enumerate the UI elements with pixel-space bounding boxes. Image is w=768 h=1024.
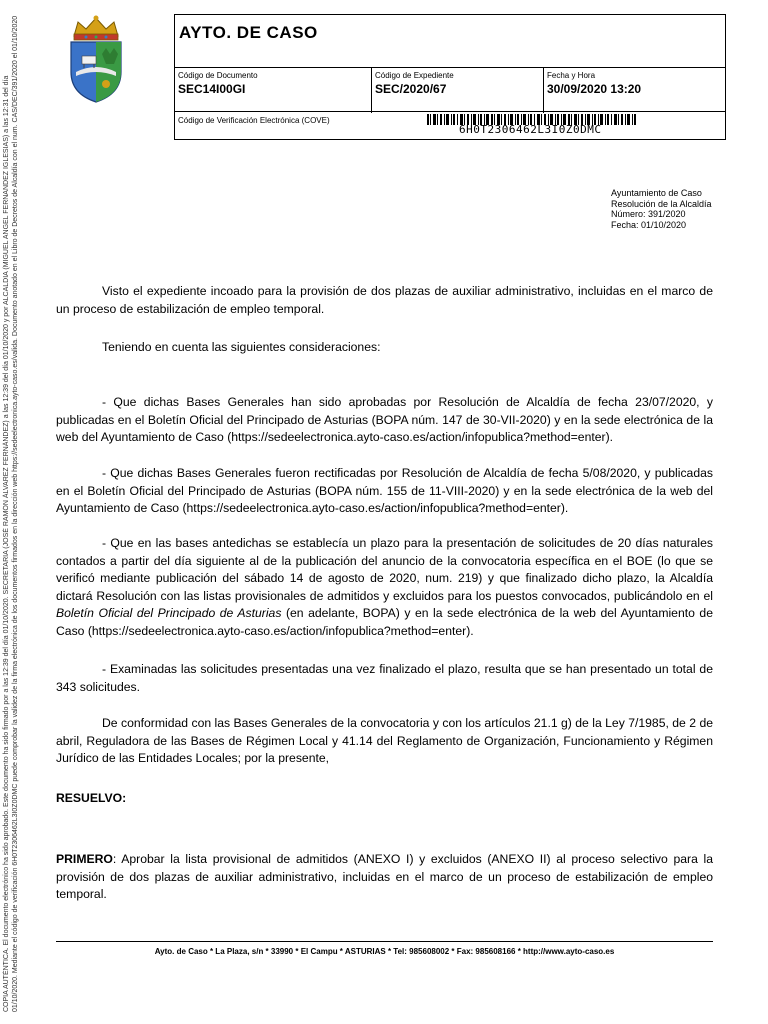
paragraph-expediente: Visto el expediente incoado para la provisión de dos plazas de auxiliar administrativo, incluidas en el marco de un proceso de estabilización de empleo temporal.: [56, 284, 713, 316]
footer-contact: Ayto. de Caso * La Plaza, s/n * 33990 * El Campu * ASTURIAS * Tel: 985608002 * Fax: 985608166 * http://www.ayto-caso.es: [154, 947, 615, 956]
resuelvo-heading: RESUELVO:: [56, 791, 127, 805]
cove-code-value: 6H0T2306462L3I0Z0DMC: [459, 123, 602, 136]
paragraph-primero: [56, 851, 713, 904]
resolution-number: Número: 391/2020: [611, 209, 686, 219]
expedient-code-label: Código de Expediente: [375, 71, 454, 80]
cove-label: Código de Verificación Electrónica (COVE): [178, 116, 330, 125]
document-code-label: Código de Documento: [178, 71, 258, 80]
municipal-crest: [62, 14, 130, 104]
side-note-line-1: COPIA AUTÉNTICA. El documento electrónico ha sido aprobado. Este documento ha sido firmado por a las 12:39 del día 01/10/2020. SECRETARIA (JOSÉ RAMÓN ÁLVAREZ FERNÁNDEZ) a las 12:39 del día 01/10/2020 y por ALCALDIA (MIGUEL ANGEL FERNANDEZ IGLESIAS) a las 12:31 del día: [3, 75, 10, 1012]
paragraph-plazo-solicitudes: [56, 535, 713, 640]
expedient-code-value: SEC/2020/67: [375, 82, 447, 96]
cove-row: [175, 111, 725, 140]
primero-text: : Aprobar la lista provisional de admitidos (ANEXO I) y excluidos (ANEXO II) al proceso selectivo para la provisión de dos plazas de auxiliar administrativo, incluidas en el marco de un proceso de estabilización de empleo temporal.: [56, 852, 713, 901]
document-code-value: SEC14I00GI: [178, 82, 246, 96]
paragraph-consideraciones: Teniendo en cuenta las siguientes consideraciones:: [102, 340, 381, 354]
document-header-box: [174, 14, 726, 140]
resolution-date: Fecha: 01/10/2020: [611, 219, 687, 230]
bopa-italic-name: Boletín Oficial del Principado de Asturias: [56, 606, 282, 620]
date-time-label: Fecha y Hora: [547, 71, 596, 80]
resolution-line-2: Resolución de la Alcaldía: [611, 198, 712, 209]
side-note-line-2: 01/10/2020. Mediante el código de verificación 6H0T2306462L3I0Z0DMC puede comprobar la validez de la firma electrónica de los documentos firmados en la dirección web https://sedeelectronica.ayto-caso.es/valida. Documento anotado en el Libro de Decretos de Alcaldía con el num. CAS/DEC/391/2020 el 01/10/2020: [12, 15, 19, 1012]
institution-title: AYTO. DE CASO: [179, 23, 318, 42]
paragraph-bases-aprobadas: - Que dichas Bases Generales han sido aprobadas por Resolución de Alcaldía de fecha 23/07/2020, y publicadas en el Boletín Oficial del Principado de Asturias (BOPA núm. 147 de 30-VII-2020) y en la sede electrónica de la web del Ayuntamiento de Caso (https://sedeelectronica.ayto-caso.es/action/infopublica?method=enter).: [56, 395, 713, 444]
vertical-authenticity-note: [2, 12, 20, 1012]
resolution-line-1: Ayuntamiento de Caso: [611, 188, 702, 198]
paragraph-conformidad: De conformidad con las Bases Generales de la convocatoria y con los artículos 21.1 g) de la Ley 7/1985, de 2 de abril, Reguladora de las Bases de Régimen Local y 41.14 del Reglamento de Organización, Funcionamiento y Régimen Jurídico de las Entidades Locales; por la presente,: [56, 716, 713, 765]
document-codes-row: [175, 67, 725, 113]
primero-label: PRIMERO: [56, 852, 113, 866]
date-time-cell: [543, 68, 725, 113]
resolution-info: [611, 188, 712, 230]
plazo-text-c: (en adelante, BOPA) y en la sede electrónica de la web del Ayuntamiento de Caso (https://sedeelectronica.ayto-caso.es/action/infopublica?method=enter).: [56, 606, 713, 638]
document-code-cell: [175, 68, 371, 113]
plazo-text-a: - Que en las bases antedichas se establecía un plazo para la presentación de solicitudes de 20 días naturales contados a partir del día siguiente al de la publicación del anuncio de la convocatoria específica en el BOE (lo que se verificó mediante publicación del sábado 14 de agosto de 2020, num. 219) y que finalizado dicho plazo, la Alcaldía dictará Resolución con las listas provisionales de admitidos y excluidos para los puestos convocados, publicándolo en el: [56, 536, 713, 603]
expedient-code-cell: [371, 68, 543, 113]
paragraph-bases-rectificadas: - Que dichas Bases Generales fueron rectificadas por Resolución de Alcaldía de fecha 5/08/2020, y publicadas en el Boletín Oficial del Principado de Asturias (BOPA núm. 155 de 11-VIII-2020) y en la sede electrónica de la web del Ayuntamiento de Caso (https://sedeelectronica.ayto-caso.es/action/infopublica?method=enter).: [56, 466, 713, 515]
footer-divider: [56, 941, 713, 942]
paragraph-solicitudes-presentadas: - Examinadas las solicitudes presentadas una vez finalizado el plazo, resulta que se han presentado un total de 343 solicitudes.: [56, 662, 713, 694]
date-time-value: 30/09/2020 13:20: [547, 82, 642, 96]
